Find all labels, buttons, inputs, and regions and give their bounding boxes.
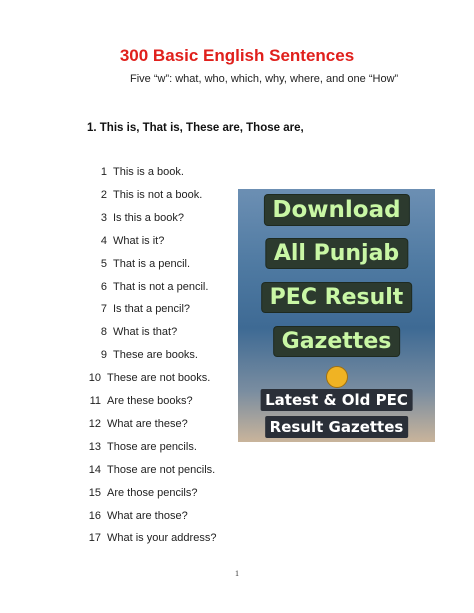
sentence-item <box>83 441 197 453</box>
sentence-number: 16 <box>88 509 101 522</box>
sentence-item <box>89 303 190 315</box>
sentence-number: 3 <box>100 211 107 224</box>
sentence-item <box>89 166 184 178</box>
sentence-text: Those are pencils. <box>107 440 197 453</box>
document-subtitle: Five “w”: what, who, which, why, where, and one “How” <box>130 73 399 85</box>
sentence-text: Is that a pencil? <box>113 303 191 316</box>
sentence-item <box>89 281 208 293</box>
sentence-text: That is not a pencil. <box>113 280 209 293</box>
sentence-item <box>89 258 190 270</box>
sentence-number: 7 <box>100 303 107 316</box>
ad-line-result-gazettes: Result Gazettes <box>265 416 409 438</box>
sentence-item <box>83 372 210 384</box>
sentence-text: This is not a book. <box>113 188 203 201</box>
sentence-number: 5 <box>100 257 107 270</box>
sentence-text: What are these? <box>107 417 188 430</box>
document-title: 300 Basic English Sentences <box>119 46 355 65</box>
sentence-item <box>89 349 198 361</box>
sentence-item <box>83 418 188 430</box>
sentence-text: What is your address? <box>107 532 217 545</box>
sentence-text: What are those? <box>107 509 188 522</box>
sentence-number: 1 <box>100 166 107 178</box>
sentence-text: What is it? <box>113 234 165 247</box>
sentence-item <box>83 532 216 544</box>
sentence-item <box>83 487 198 499</box>
sentence-number: 4 <box>100 234 107 247</box>
sentence-item <box>89 189 202 201</box>
sentence-text: These are books. <box>113 349 198 362</box>
sentence-number: 10 <box>88 372 101 385</box>
sentence-text: Those are not pencils. <box>107 463 216 476</box>
sentence-number: 14 <box>88 463 101 476</box>
sentence-text: Is this a book? <box>113 211 184 224</box>
sentence-item <box>89 326 177 338</box>
sentence-number: 11 <box>89 395 101 407</box>
ad-line-gazettes: Gazettes <box>274 327 400 356</box>
sentence-number: 8 <box>100 326 107 339</box>
promo-banner[interactable] <box>238 189 435 442</box>
sentence-item <box>83 510 188 522</box>
sentence-number: 12 <box>88 417 101 430</box>
sentence-text: Are those pencils? <box>107 486 198 499</box>
ad-logo-icon <box>326 366 348 388</box>
sentence-text: That is a pencil. <box>113 257 191 270</box>
sentence-text: What is that? <box>113 326 178 339</box>
ad-line-latest-old-pec: Latest & Old PEC <box>260 389 413 411</box>
sentence-number: 17 <box>88 532 101 545</box>
ad-line-download: Download <box>264 195 408 225</box>
sentence-item <box>83 464 215 476</box>
sentence-text: Are these books? <box>107 395 193 407</box>
ad-line-pec-result: PEC Result <box>262 283 412 312</box>
sentence-number: 13 <box>88 440 101 453</box>
sentence-item <box>89 212 184 224</box>
section-heading: 1. This is, That is, These are, Those are, <box>87 122 304 134</box>
sentence-number: 6 <box>100 280 107 293</box>
sentence-number: 2 <box>100 188 107 201</box>
sentence-text: This is a book. <box>113 166 184 178</box>
sentence-number: 15 <box>88 486 101 499</box>
sentence-number: 9 <box>100 349 107 362</box>
sentence-text: These are not books. <box>107 372 211 385</box>
page-number: 1 <box>235 569 239 578</box>
ad-line-all-punjab: All Punjab <box>266 239 407 268</box>
sentence-item <box>83 395 193 407</box>
sentence-item <box>89 235 164 247</box>
